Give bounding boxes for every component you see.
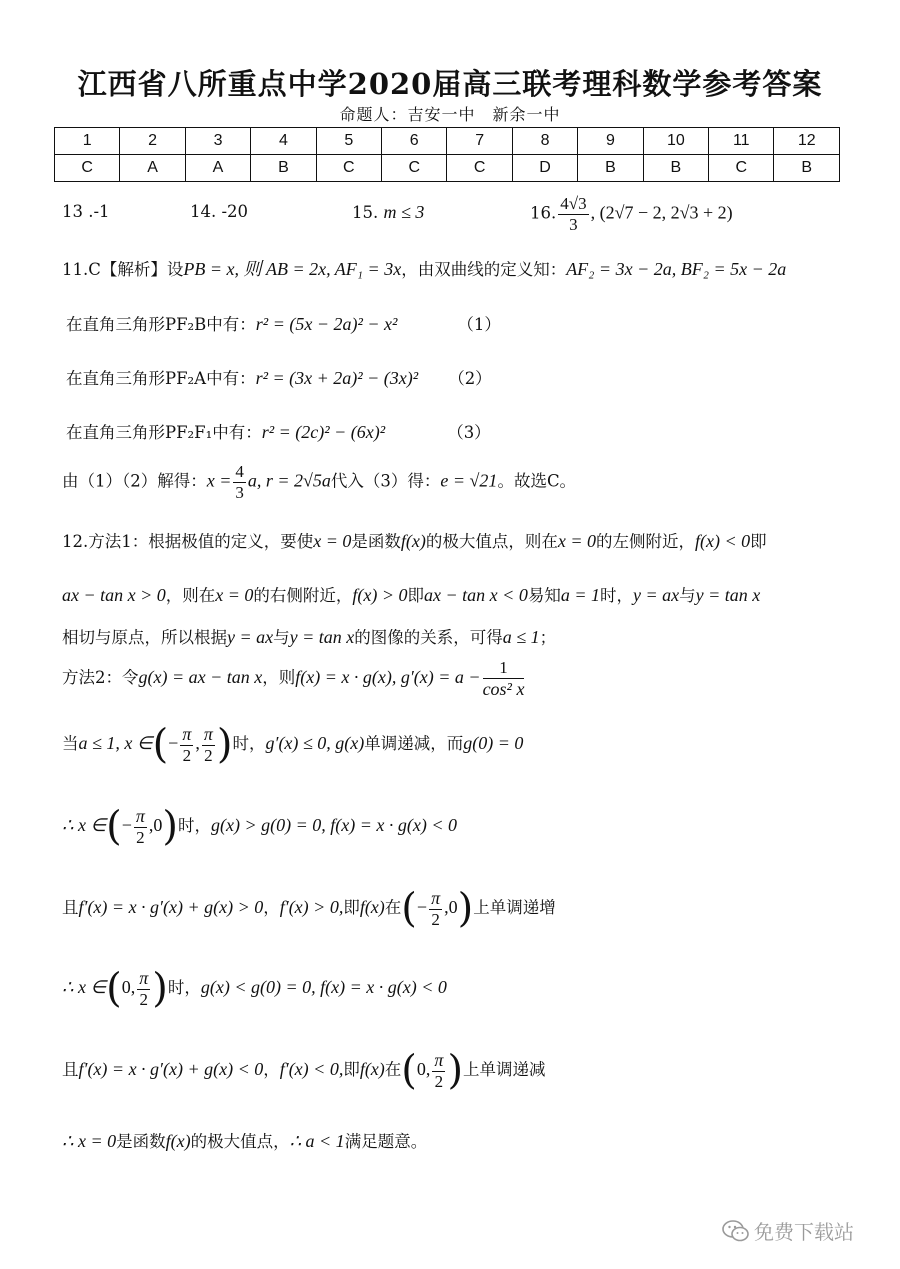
q12-l5-b: a ≤ 1, x ∈	[78, 733, 153, 754]
close-paren: )	[216, 721, 233, 768]
q11-l1-tag: （1）	[457, 315, 501, 334]
answer-letter: C	[709, 155, 774, 182]
q12-l10-f: 满足题意。	[344, 1132, 428, 1151]
question-number: 6	[382, 128, 447, 155]
q11-l3-text: 在直角三角形PF₂F₁中有：	[66, 423, 262, 442]
q12-m1-l2m: y = tan x	[695, 585, 761, 605]
q12-l7-c: ，	[263, 898, 280, 918]
q12-m1-l2b: ，则在	[165, 586, 216, 605]
answer-letter: C	[55, 155, 120, 182]
q12-l8-n: π	[139, 968, 149, 988]
q12-m2-line5	[62, 965, 447, 1012]
wechat-icon	[722, 1220, 750, 1247]
fill-in-q15	[352, 202, 424, 223]
q11-l4-x: x =	[206, 470, 232, 491]
q11-l2-eq: r² = (3x + 2a)² − (3x)²	[255, 368, 419, 388]
q12-l9-h: 上单调递减	[463, 1060, 546, 1080]
q12-m2-a: 方法2：令	[62, 668, 139, 688]
question-number: 3	[185, 128, 250, 155]
question-number: 2	[120, 128, 185, 155]
q12-l10-e: ∴ a < 1	[289, 1131, 345, 1151]
q15-expr: m ≤ 3	[383, 202, 425, 222]
q12-m1-l2h: 易知	[527, 586, 561, 605]
close-paren: )	[457, 885, 474, 932]
fill-in-q13: 13 .-1	[62, 202, 110, 221]
q12-m1-line1	[62, 528, 767, 552]
q12-m1-l2e: f(x) > 0	[352, 585, 408, 605]
question-number: 4	[251, 128, 316, 155]
q12-l7-f: f(x)	[359, 897, 385, 918]
q12-l8-d: 2	[139, 989, 148, 1009]
q12-l9-head: 0,	[416, 1059, 431, 1080]
fill-in-q16	[530, 194, 733, 234]
q12-l8-head: 0,	[121, 977, 136, 998]
q12-l7-frac	[429, 888, 442, 929]
close-paren: )	[162, 803, 179, 850]
question-number: 7	[447, 128, 512, 155]
q12-m1-l2j: 时，	[599, 586, 633, 605]
q12-l5-c: 时，	[232, 734, 266, 754]
q12-m2-b: g(x) = ax − tan x	[138, 667, 263, 688]
answer-letter: B	[774, 155, 840, 182]
q11-res: AF₂ = 3x − 2a, BF₂ = 5x − 2a	[566, 259, 787, 279]
q12-l7-e: 即	[343, 898, 360, 918]
q12-m2-num: 1	[483, 658, 525, 679]
open-paren: (	[106, 803, 122, 850]
q12-l5-a: 当	[62, 734, 79, 754]
q12-l8-frac	[137, 968, 150, 1009]
q12-l9-frac	[432, 1050, 445, 1091]
open-paren: (	[401, 885, 417, 932]
q12-l10-b: 是函数	[116, 1132, 166, 1151]
q12-l9-d: f′(x) < 0,	[279, 1059, 344, 1080]
q12-m1-l1f: x = 0	[557, 531, 597, 551]
q11-l4-a: 由（1）（2）解得：	[62, 471, 207, 491]
answer-table-number-row	[55, 128, 840, 155]
answer-letter: C	[447, 155, 512, 182]
q12-m1-l1h: f(x) < 0	[695, 531, 751, 551]
open-paren: (	[106, 965, 122, 1012]
close-paren: )	[152, 965, 168, 1012]
q12-m2-line1	[62, 658, 526, 699]
q11-l4-num: 4	[235, 462, 244, 481]
q12-l6-d: 2	[136, 827, 145, 847]
close-paren: )	[447, 1047, 464, 1094]
q12-l7-g: 在	[384, 898, 402, 918]
q11-intro	[62, 255, 786, 281]
open-paren: (	[152, 721, 169, 768]
q12-m1-l1c: 是函数	[351, 532, 401, 551]
page-subtitle: 命题人：吉安一中 新余一中	[339, 105, 561, 124]
q12-l6-tail: ,0	[148, 815, 163, 836]
q15-label: 15.	[352, 203, 379, 222]
q12-l7-dd: 2	[431, 909, 440, 929]
q12-m1-l1a: 12.方法1：根据极值的定义，要使	[62, 532, 314, 551]
question-number: 10	[643, 128, 708, 155]
q12-m1-l3g: ；	[539, 628, 557, 647]
q12-m1-l2k: y = ax	[632, 585, 680, 605]
q12-m1-l2c: x = 0	[215, 585, 254, 605]
q12-m1-l1b: x = 0	[313, 531, 352, 551]
q11-l1-eq: r² = (5x − 2a)² − x²	[255, 314, 398, 334]
q11-l2-tag: （2）	[448, 369, 492, 388]
q11-l3-eq: r² = (2c)² − (6x)²	[261, 422, 386, 442]
question-number: 8	[512, 128, 577, 155]
answer-letter: A	[185, 155, 250, 182]
answer-letter: A	[120, 155, 185, 182]
q12-l6-a: ∴ x ∈	[62, 815, 107, 836]
q12-l5-n2: π	[203, 724, 213, 744]
q12-m1-l2a: ax − tan x > 0	[62, 585, 166, 605]
q12-l5-f: g(0) = 0	[463, 733, 524, 754]
q11-l2-text: 在直角三角形PF₂A中有：	[66, 369, 256, 388]
q12-l6-c: g(x) > g(0) = 0, f(x) = x · g(x) < 0	[211, 815, 458, 836]
q12-l8-a: ∴ x ∈	[62, 977, 107, 998]
q11-l4-den: 3	[235, 482, 244, 502]
q12-m1-l1i: 即	[750, 532, 767, 551]
q12-l10-a: ∴ x = 0	[62, 1131, 117, 1151]
q16-frac-num: 4√3	[560, 194, 587, 213]
question-number: 5	[316, 128, 381, 155]
q12-l5-frac1	[180, 724, 193, 765]
q11-line3	[66, 419, 491, 443]
q12-m2-line3: ∴ x ∈(− $\frac{\pi}{2}$ ,0)时，g(x) > g(0) = 0, f(x) = x · g(x) < 0	[62, 803, 458, 850]
q12-l7-a: 且	[62, 898, 79, 918]
q16-frac-den: 3	[569, 214, 578, 234]
q12-l5-d1: 2	[182, 745, 192, 765]
page-title: 江西省八所重点中学2020届高三联考理科数学参考答案	[77, 67, 823, 101]
q11-mid: ，由双曲线的定义知：	[401, 260, 567, 279]
q11-line1	[66, 311, 501, 335]
q12-m1-l2i: a = 1	[560, 585, 600, 605]
q12-l6-b: 时，	[178, 816, 212, 836]
q12-l7-h: 上单调递增	[473, 898, 556, 918]
q12-l10-c: f(x)	[165, 1131, 191, 1151]
q12-l5-frac2	[202, 724, 215, 765]
open-paren: (	[401, 1047, 417, 1094]
q11-line4	[62, 462, 576, 502]
q12-l9-g: 在	[384, 1060, 402, 1080]
q12-conclusion	[62, 1128, 427, 1152]
answer-letter: D	[512, 155, 577, 182]
q12-m2-c: ，则	[262, 668, 296, 688]
answer-table-answer-row	[55, 155, 840, 182]
q11-l4-r: a, r = 2√5a	[247, 470, 331, 491]
q11-l4-e: e = √21	[440, 470, 498, 491]
q12-l7-b: f′(x) = x · g′(x) + g(x) > 0	[78, 897, 264, 918]
q12-l10-d: 的极大值点，	[190, 1132, 290, 1151]
q12-m1-line3	[62, 624, 556, 648]
q12-l5-d: g′(x) ≤ 0, g(x)	[265, 733, 365, 754]
question-number: 1	[55, 128, 120, 155]
q12-l9-a: 且	[62, 1060, 79, 1080]
q12-l7-d: f′(x) > 0,	[279, 897, 344, 918]
q11-l3-tag: （3）	[447, 423, 491, 442]
q11-l4-c: 。故选C。	[497, 471, 577, 491]
answer-letter: B	[643, 155, 708, 182]
q11-head: 11.C【解析】设	[62, 260, 184, 279]
watermark	[722, 1216, 854, 1247]
answer-letter: C	[316, 155, 381, 182]
q12-l9-n: π	[434, 1050, 444, 1070]
q12-l7-tail: ,0	[444, 897, 458, 918]
q12-l5-e: 单调递减，而	[364, 734, 464, 754]
q12-l6-n: π	[135, 806, 145, 826]
q11-line2	[66, 365, 492, 389]
q12-m1-l1d: f(x)	[400, 531, 426, 551]
q12-l6-frac	[134, 806, 147, 847]
fill-in-q14: 14. -20	[190, 202, 249, 221]
q11-set: PB = x, 则 AB = 2x, AF₁ = 3x	[183, 259, 402, 279]
question-number: 11	[709, 128, 774, 155]
q12-l8-b: 时，	[167, 978, 201, 998]
q12-l9-c: ，	[263, 1060, 280, 1080]
q12-m1-l2f: 即	[407, 586, 425, 605]
q12-l8-c: g(x) < g(0) = 0, f(x) = x · g(x) < 0	[200, 977, 447, 998]
answer-letter: C	[382, 155, 447, 182]
answer-table	[54, 127, 840, 182]
q12-l7-n: π	[431, 888, 441, 908]
q12-l5-d2: 2	[204, 745, 213, 765]
q12-m1-l2d: 的右侧附近，	[253, 586, 353, 605]
q12-m1-l2l: 与	[679, 586, 696, 605]
question-number: 12	[774, 128, 840, 155]
answer-letter: B	[251, 155, 316, 182]
q11-l1-text: 在直角三角形PF₂B中有：	[66, 315, 256, 334]
q11-l4-b: 代入（3）得：	[330, 471, 441, 491]
q12-m1-l3c: 与	[273, 628, 290, 647]
question-number: 9	[578, 128, 643, 155]
watermark-text: 免费下载站	[754, 1220, 854, 1244]
q12-m1-l3a: 相切与原点，所以根据	[62, 628, 227, 647]
q12-m2-fraction	[483, 658, 525, 699]
q12-l9-b: f′(x) = x · g′(x) + g(x) < 0	[78, 1059, 264, 1080]
q16-interval: , (2√7 − 2, 2√3 + 2)	[590, 202, 733, 223]
q12-m1-l3e: 的图像的关系，可得	[354, 628, 503, 647]
q12-m2-den: cos² x	[482, 678, 525, 699]
q16-label: 16.	[530, 203, 557, 223]
q12-m2-line4: 且f′(x) = x · g′(x) + g(x) > 0，f′(x) > 0,即f(x)在(− $\frac{\pi}{2}$ ,0)上单调递增	[62, 885, 556, 932]
answer-letter: B	[578, 155, 643, 182]
q12-m2-line6	[62, 1047, 546, 1094]
q12-m2-d: f(x) = x · g(x), g′(x) = a −	[295, 667, 481, 688]
q12-m1-l3b: y = ax	[227, 627, 274, 647]
q12-l9-dd: 2	[434, 1071, 444, 1091]
q12-m1-line2	[62, 582, 760, 606]
q12-m1-l3f: a ≤ 1	[502, 627, 540, 647]
q12-m1-l2g: ax − tan x < 0	[424, 585, 528, 605]
q12-l9-f: f(x)	[359, 1059, 385, 1080]
q12-m1-l3d: y = tan x	[289, 627, 355, 647]
q12-l5-n1: π	[182, 724, 192, 744]
q12-m1-l1e: 的极大值点，则在	[425, 532, 558, 551]
q12-m1-l1g: 的左侧附近，	[596, 532, 696, 551]
q12-l9-e: 即	[343, 1060, 360, 1080]
q16-fraction	[558, 194, 588, 234]
q11-l4-fraction	[233, 462, 246, 502]
q12-m2-line2: 当a ≤ 1, x ∈(− $\frac{\pi}{2}$ , $\frac{\pi}{2}$ )时，g′(x) ≤ 0, g(x)单调递减，而g(0) = 0	[62, 721, 524, 768]
